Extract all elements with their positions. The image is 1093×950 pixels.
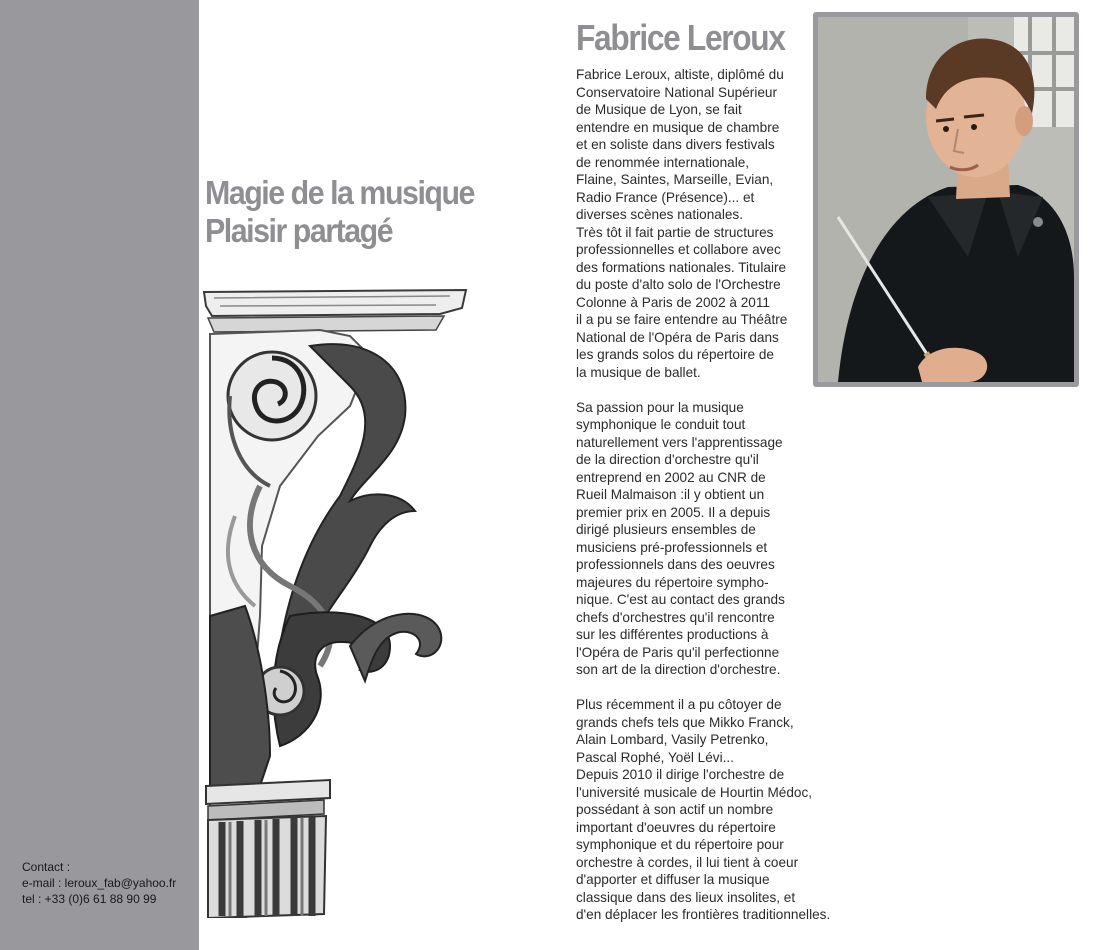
artist-name: Fabrice Leroux <box>576 17 785 58</box>
bio-paragraph-1: Fabrice Leroux, altiste, diplômé du Conservatoire National Supérieur de Musique de Lyon, se fait entendre en musique de chambre et en soliste dans divers festivals de renommée internationale, Flaine, Saintes, Marseille, Evian, Radio France (Présence)... et diverses scènes nationales. Très tôt il fait partie de structures professionnelles et collabore avec des formations nationales. Titulaire du poste d'alto solo de l'Orchestre Colonne à Paris de 2002 à 2011 il a pu se faire entendre au Théâtre National de l'Opéra de Paris dans les grands solos du répertoire de la musique de ballet. <box>576 67 788 380</box>
tagline-line-2: Plaisir partagé <box>205 212 393 249</box>
contact-phone[interactable]: tel : +33 (0)6 61 88 90 99 <box>22 892 157 906</box>
contact-block <box>22 859 176 907</box>
tagline-line-1: Magie de la musique <box>205 174 474 211</box>
contact-email[interactable]: e-mail : leroux_fab@yahoo.fr <box>22 876 177 890</box>
bio-paragraph-3: Plus récemment il a pu côtoyer de grands chefs tels que Mikko Franck, Alain Lombard, Vasily Petrenko, Pascal Rophé, Yoël Lévi... Depuis 2010 il dirige l'orchestre de l'université musicale de Hourtin Médoc, possédant à son actif un nombre important d'oeuvres du répertoire symphonique et du répertoire pour orchestre à cordes, il lui tient à coeur d'apporter et diffuser la musique classique dans des lieux insolites, et d'en déplacer les frontières traditionnelles. <box>576 697 831 922</box>
bio-paragraph-2: Sa passion pour la musique symphonique le conduit tout naturellement vers l'apprentissage de la direction d'orchestre qu'il entreprend en 2002 au CNR de Rueil Malmaison :il y obtient un premier prix en 2005. Il a depuis dirigé plusieurs ensembles de musiciens pré-professionnels et professionnels dans des oeuvres majeures du répertoire sympho- nique. C'est au contact des grands chefs d'orchestres qu'il rencontre sur les différentes productions à l'Opéra de Paris qu'il perfectionne son art de la direction d'orchestre. <box>576 399 785 677</box>
tagline <box>205 174 474 250</box>
contact-heading: Contact : <box>22 860 71 874</box>
conductor-portrait-image <box>818 17 1074 382</box>
sidebar <box>0 0 199 950</box>
column-capital-illustration <box>200 286 470 918</box>
portrait-photo <box>813 12 1079 387</box>
